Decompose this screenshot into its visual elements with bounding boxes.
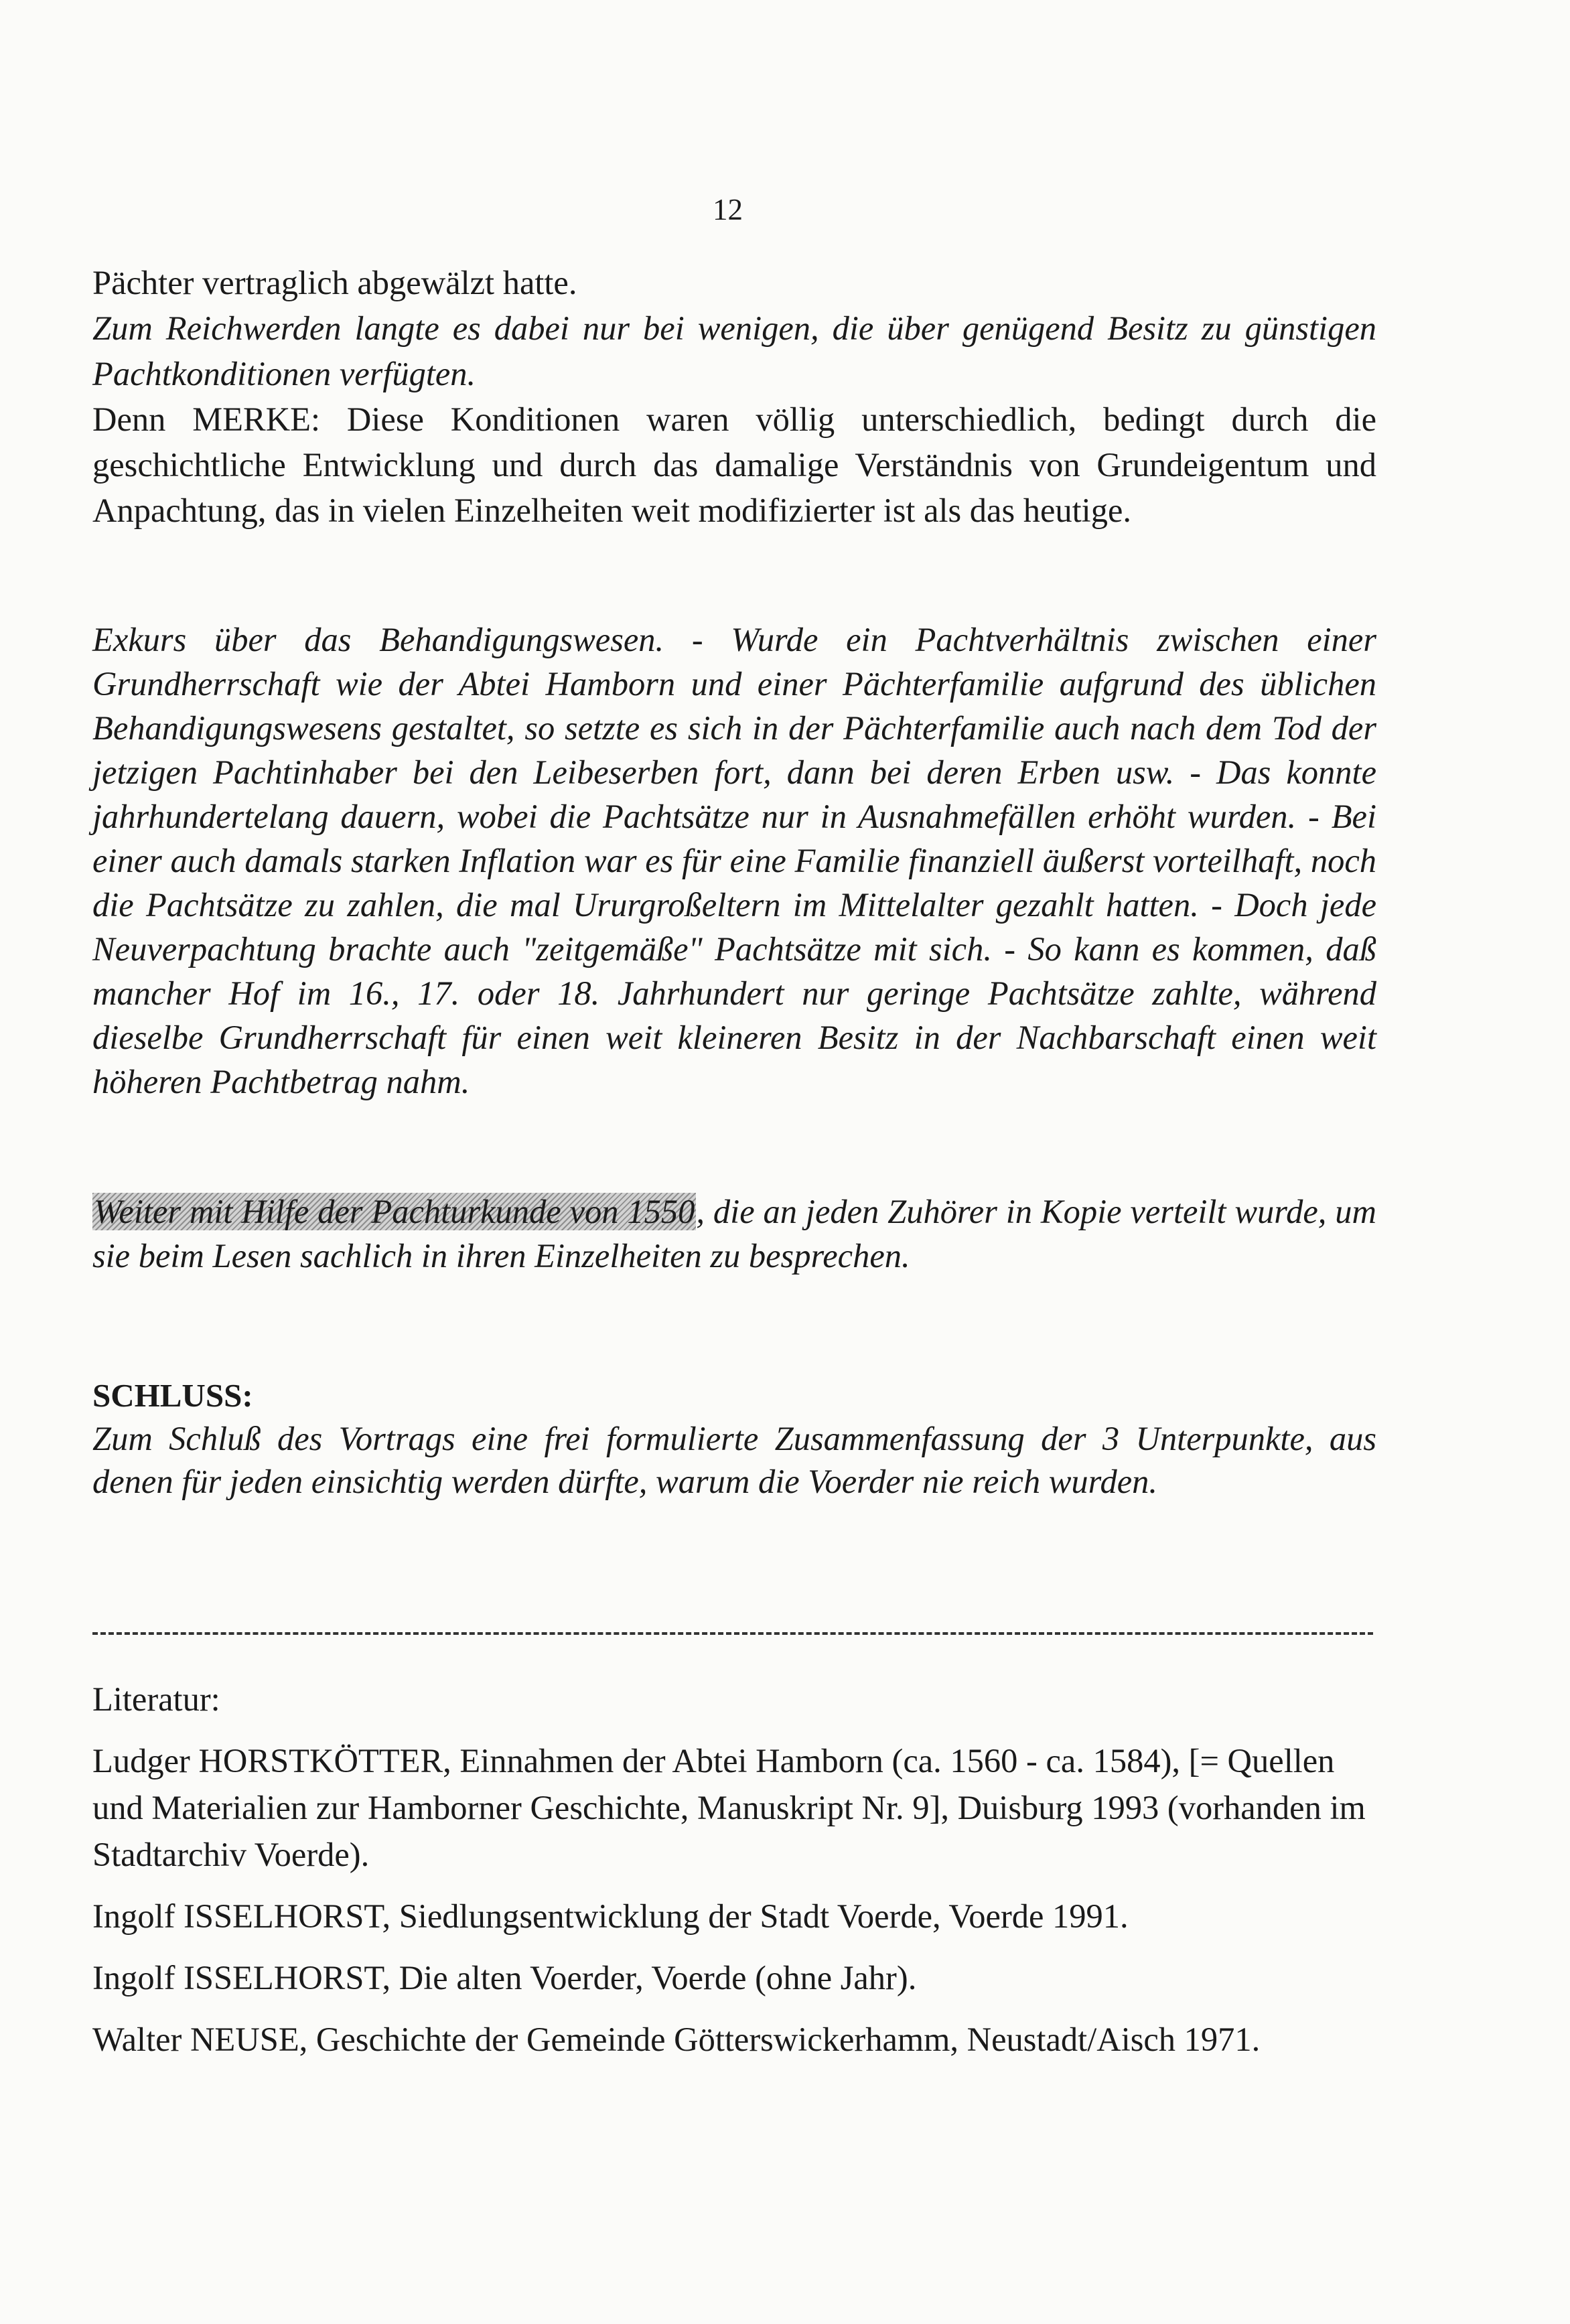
schluss-text: Zum Schluß des Vortrags eine frei formulierte Zusammenfassung der 3 Unterpunkte, aus denen für jeden einsichtig werden dürfte, warum die Voerder nie reich wurden. [92,1420,1376,1500]
weiter-paragraph [92,1189,1376,1278]
intro-paragraph [92,260,1376,533]
dashed-divider [92,1632,1373,1635]
literature-entry: Ludger HORSTKÖTTER, Einnahmen der Abtei Hamborn (ca. 1560 - ca. 1584), [= Quellen und Materialien zur Hamborner Geschichte, Manuskript Nr. 9], Duisburg 1993 (vorhanden im Stadtarchiv Voerde). [92,1742,1366,1873]
intro-line: Pächter vertraglich abgewälzt hatte. [92,264,577,301]
merke-text: Denn MERKE: Diese Konditionen waren völlig unterschiedlich, bedingt durch die geschichtliche Entwicklung und durch das damalige Verständnis von Grundeigentum und Anpachtung, das in vielen Einzelheiten weit modifizierter ist als das heutige. [92,401,1376,529]
weiter-rest: , die an jeden Zuhörer in Kopie verteilt wurde, um sie beim Lesen sachlich in ihren Einzelheiten zu besprechen. [92,1193,1376,1275]
literature-section [92,1676,1385,2063]
exkurs-paragraph [92,618,1376,1104]
highlighted-phrase: Weiter mit Hilfe der Pachturkunde von 1550 [94,1193,695,1230]
schluss-heading: SCHLUSS: [92,1377,253,1414]
schluss-section [92,1374,1376,1503]
intro-italic-text: Zum Reichwerden langte es dabei nur bei wenigen, die über genügend Besitz zu günstigen Pachtkonditionen verfügten. [92,309,1376,392]
page-number: 12 [713,193,743,226]
literature-heading: Literatur: [92,1680,220,1718]
literature-entry: Walter NEUSE, Geschichte der Gemeinde Götterswickerhamm, Neustadt/Aisch 1971. [92,2021,1261,2058]
literature-entry: Ingolf ISSELHORST, Die alten Voerder, Voerde (ohne Jahr). [92,1959,917,1996]
weiter-text [92,1189,1376,1278]
literature-entry: Ingolf ISSELHORST, Siedlungsentwicklung der Stadt Voerde, Voerde 1991. [92,1897,1129,1935]
exkurs-text: Exkurs über das Behandigungswesen. - Wurde ein Pachtverhältnis zwischen einer Grundherrschaft wie der Abtei Hamborn und einer Pächterfamilie aufgrund des üblichen Behandigungswesens gestaltet, so setzte es sich in der Pächterfamilie auch nach dem Tod der jetzigen Pachtinhaber bei den Leibeserben fort, dann bei deren Erben usw. - Das konnte jahrhundertelang dauern, wobei die Pachtsätze nur in Ausnahmefällen erhöht wurden. - Bei einer auch damals starken Inflation war es für eine Familie finanziell äußerst vorteilhaft, noch die Pachtsätze zu zahlen, die mal Ururgroßeltern im Mittelalter gezahlt hatten. - Doch jede Neuverpachtung brachte auch "zeitgemäße" Pachtsätze mit sich. - So kann es kommen, daß mancher Hof im 16., 17. oder 18. Jahrhundert nur geringe Pachtsätze zahlte, während dieselbe Grundherrschaft für einen weit kleineren Besitz in der Nachbarschaft einen weit höheren Pachtbetrag nahm. [92,621,1376,1100]
